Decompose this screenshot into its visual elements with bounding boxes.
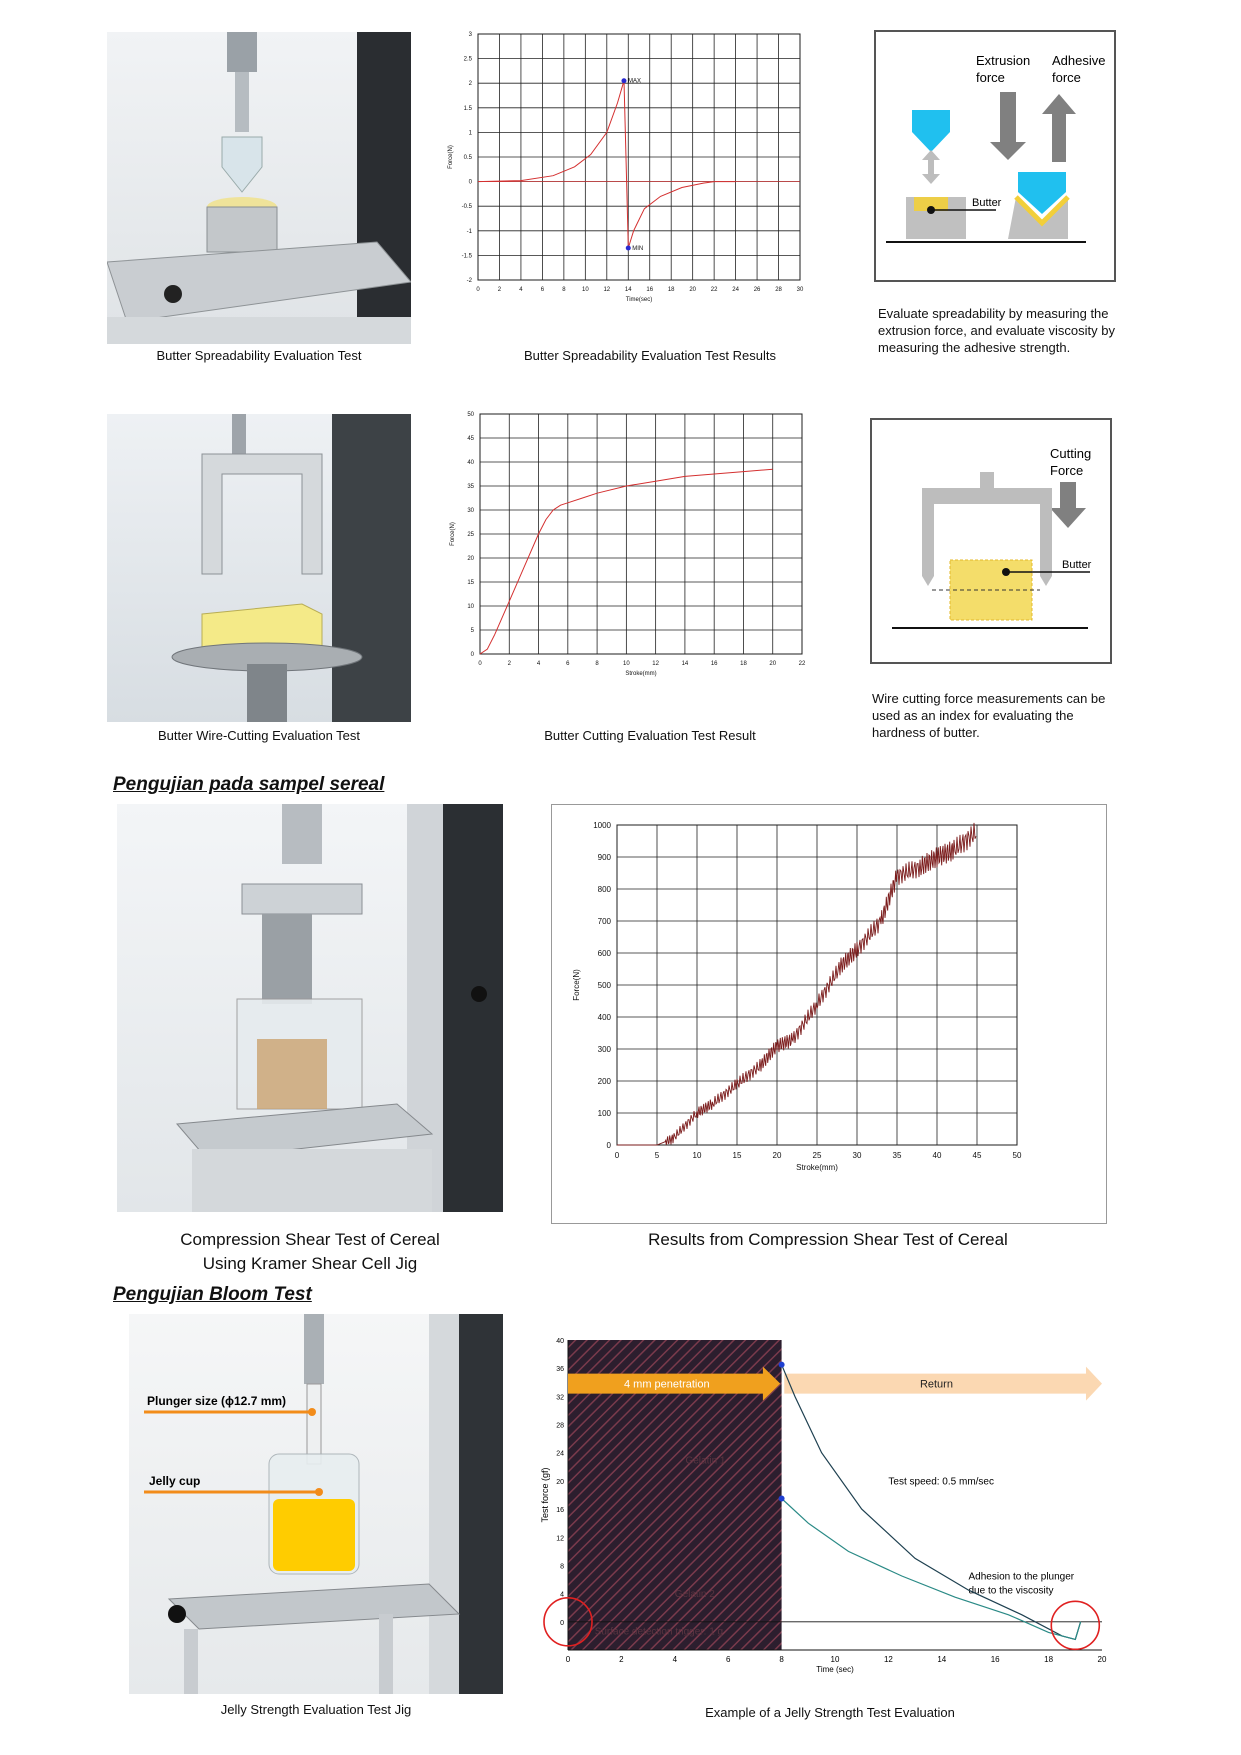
y-tick-label: 800 [597,885,611,894]
x-tick-label: 10 [581,287,589,293]
wire-cutting-diagram [870,418,1112,664]
x-tick-label: 16 [710,661,718,667]
y-tick-label: 200 [597,1077,611,1086]
adhesion-label-line2: due to the viscosity [968,1585,1054,1597]
x-tick-label: 25 [812,1151,822,1160]
y-tick-label: 40 [556,1338,564,1345]
jelly-jig-illustration [129,1314,503,1694]
y-tick-label: 32 [556,1394,564,1402]
plunger-up-icon [912,110,950,152]
y-axis-label: Force(N) [572,969,581,1001]
x-tick-label: 14 [681,661,689,667]
y-tick-label: 30 [467,508,474,514]
y-tick-label: 5 [470,628,474,634]
annotation-label-1: MIN [632,246,644,253]
extrusion-arrow-icon [990,92,1026,160]
adhesive-arrow-icon [1042,94,1076,162]
x-tick-label: 10 [623,661,630,667]
x-tick-label: 20 [1097,1655,1107,1664]
spreadability-description: Evaluate spreadability by measuring the extrusion force, and evaluate viscosity by measuring the adhesive strength. [878,306,1116,355]
kramer-cell-illustration [117,804,503,1212]
plunger-size-label: Plunger size (ϕ12.7 mm) [147,1394,287,1408]
y-tick-label: 20 [467,556,474,562]
spreadability-chart-svg [438,30,848,340]
x-tick-label: 15 [732,1151,742,1160]
x-tick-label: 22 [710,287,718,293]
x-tick-label: 0 [565,1655,571,1664]
y-tick-label: 12 [556,1535,564,1543]
x-tick-label: 5 [654,1151,660,1160]
series-start-point-1 [779,1496,785,1502]
y-tick-label: 400 [597,1013,611,1022]
x-tick-label: 14 [624,287,632,293]
y-tick-label: 1.5 [463,105,472,112]
x-tick-label: 8 [562,287,566,293]
x-tick-label: 10 [830,1655,840,1664]
penetration-label: 4 mm penetration [623,1378,710,1391]
y-tick-label: 25 [467,532,474,538]
adhesion-highlight-circle [1051,1601,1099,1649]
jelly-chart-caption: Example of a Jelly Strength Test Evaluation [705,1705,955,1720]
spreadability-diagram [874,30,1116,282]
cereal-chart-frame [551,804,1107,1224]
butter-label-2: Butter [1062,559,1092,571]
x-tick-label: 20 [772,1151,782,1160]
y-tick-label: -2 [466,278,472,284]
x-axis-label: Stroke(mm) [796,1163,838,1172]
butter-label: Butter [972,197,1002,209]
y-tick-label: 500 [597,981,611,990]
x-tick-label: 0 [478,661,482,667]
jelly-chart-svg [538,1320,1110,1698]
y-tick-label: 0.5 [463,155,472,161]
annotation-point-0 [621,78,626,83]
y-axis-label: Force(N) [450,522,456,546]
x-tick-label: 12 [883,1655,893,1664]
y-tick-label: 600 [597,949,611,958]
x-tick-label: 26 [753,287,761,293]
x-tick-label: 18 [1044,1655,1054,1664]
wire-cutting-photo-caption: Butter Wire-Cutting Evaluation Test [157,728,361,743]
y-axis-label: Test force (gf) [540,1467,550,1523]
series-start-point-0 [779,1362,785,1368]
y-tick-label: 1 [468,130,472,137]
series-line-1 [782,1499,1081,1640]
y-tick-label: -1.5 [461,253,472,260]
y-tick-label: 45 [467,436,474,442]
jelly-cup-label: Jelly cup [149,1474,201,1488]
y-tick-label: 700 [597,917,611,926]
x-tick-label: 18 [740,661,747,667]
cereal-shear-photo [117,804,503,1212]
bloom-section-heading: Pengujian Bloom Test [113,1284,312,1305]
x-tick-label: 6 [540,287,545,293]
y-tick-label: 28 [556,1422,564,1430]
butter-wire-cutting-photo [107,414,411,722]
y-tick-label: 35 [467,484,474,490]
extrusion-label-line1: Extrusion [976,53,1031,68]
x-tick-label: 40 [932,1151,942,1160]
annotation-point-1 [626,246,631,251]
x-tick-label: 16 [646,287,654,293]
y-tick-label: 0 [560,1619,564,1627]
x-tick-label: 0 [614,1151,620,1160]
extrusion-label-line2: force [976,70,1005,85]
cutting-chart-svg [438,408,848,718]
y-tick-label: 0 [606,1141,611,1150]
spreadability-chart-caption: Butter Spreadability Evaluation Test Results [524,348,776,363]
cereal-chart-svg [552,805,1106,1223]
y-tick-label: 50 [467,412,474,418]
y-tick-label: 16 [556,1507,564,1515]
x-tick-label: 24 [732,287,739,293]
cutting-label-line1: Cutting [1050,446,1092,461]
x-tick-label: 18 [667,287,675,293]
cereal-photo-caption-line2: Using Kramer Shear Cell Jig [202,1254,418,1273]
y-tick-label: 1000 [593,821,611,830]
x-tick-label: 8 [595,661,599,667]
y-tick-label: 0 [470,652,474,658]
x-tick-label: 22 [798,661,806,667]
wire-cutting-rig-illustration [107,414,411,722]
spreadability-rig-illustration [107,32,411,344]
y-tick-label: 3 [468,32,472,38]
x-tick-label: 6 [566,661,570,667]
annotation-label-0: MAX [627,78,641,85]
x-tick-label: 30 [796,287,804,293]
y-tick-label: 10 [467,604,474,610]
adhesive-label-line1: Adhesive [1052,53,1106,68]
cereal-chart-caption: Results from Compression Shear Test of Cereal [648,1230,1008,1249]
y-tick-label: 4 [560,1591,564,1599]
y-tick-label: 8 [560,1563,564,1571]
butter-spreadability-photo [107,32,411,344]
cereal-photo-caption-line1: Compression Shear Test of Cereal [180,1230,440,1249]
x-axis-label: Stroke(mm) [625,671,657,677]
x-tick-label: 2 [619,1655,624,1664]
x-axis-label: Time (sec) [816,1665,854,1674]
cutting-chart-caption: Butter Cutting Evaluation Test Result [544,728,756,743]
wire-cutting-description: Wire cutting force measurements can be used as an index for evaluating the hardness of butter. [872,691,1106,740]
y-tick-label: 900 [597,853,611,862]
y-tick-label: -1 [466,228,472,235]
gelatin2-label: Gelatin 2 [674,1589,715,1601]
x-tick-label: 14 [937,1655,947,1664]
y-tick-label: -0.5 [461,204,472,211]
x-tick-label: 4 [536,661,541,667]
spreadability-photo-caption: Butter Spreadability Evaluation Test [156,348,362,363]
trigger-label: Surface detection trigger: 1 g [594,1626,724,1638]
x-tick-label: 12 [652,661,659,667]
x-tick-label: 4 [519,287,523,293]
jelly-chart [538,1320,1110,1698]
jelly-photo-caption: Jelly Strength Evaluation Test Jig [220,1702,412,1717]
x-tick-label: 20 [689,287,697,293]
x-tick-label: 8 [779,1655,784,1664]
x-tick-label: 0 [476,287,480,293]
jelly-strength-photo [129,1314,503,1694]
y-tick-label: 2 [468,81,472,88]
x-tick-label: 10 [692,1151,702,1160]
y-tick-label: 0 [468,179,472,186]
y-axis-label: Force(N) [448,145,454,169]
adhesion-label-line1: Adhesion to the plunger [968,1571,1075,1583]
y-tick-label: 2.5 [463,56,472,63]
cutting-label-line2: Force [1050,463,1084,478]
x-tick-label: 6 [725,1655,731,1664]
x-tick-label: 28 [775,287,782,293]
series-line-0 [782,1365,1081,1640]
x-tick-label: 16 [990,1655,1000,1664]
x-tick-label: 2 [497,287,502,293]
x-tick-label: 2 [507,661,511,667]
x-axis-label: Time(sec) [625,297,653,303]
y-tick-label: 36 [556,1366,564,1374]
y-tick-label: 20 [556,1478,564,1486]
cutting-chart [438,408,848,718]
cereal-section-heading: Pengujian pada sampel sereal [113,774,385,795]
test-speed-label: Test speed: 0.5 mm/sec [888,1476,995,1488]
x-tick-label: 20 [769,661,777,667]
cutting-arrow-icon [1050,482,1086,528]
gelatin1-label: Gelatin 1 [685,1455,726,1467]
x-tick-label: 30 [852,1151,862,1160]
y-tick-label: 300 [597,1045,611,1054]
x-tick-label: 4 [672,1655,678,1664]
x-tick-label: 45 [972,1151,982,1160]
x-tick-label: 50 [1012,1151,1022,1160]
adhesive-label-line2: force [1052,70,1081,85]
spreadability-chart [438,30,848,340]
y-tick-label: 100 [597,1109,611,1118]
spreadability-diagram-svg [876,32,1114,280]
return-label: Return [919,1378,953,1391]
y-tick-label: 40 [467,460,474,466]
y-tick-label: 24 [556,1450,564,1458]
y-tick-label: 15 [467,580,474,586]
wire-cutting-diagram-svg [872,420,1110,662]
x-tick-label: 35 [892,1151,902,1160]
x-tick-label: 12 [603,287,611,293]
